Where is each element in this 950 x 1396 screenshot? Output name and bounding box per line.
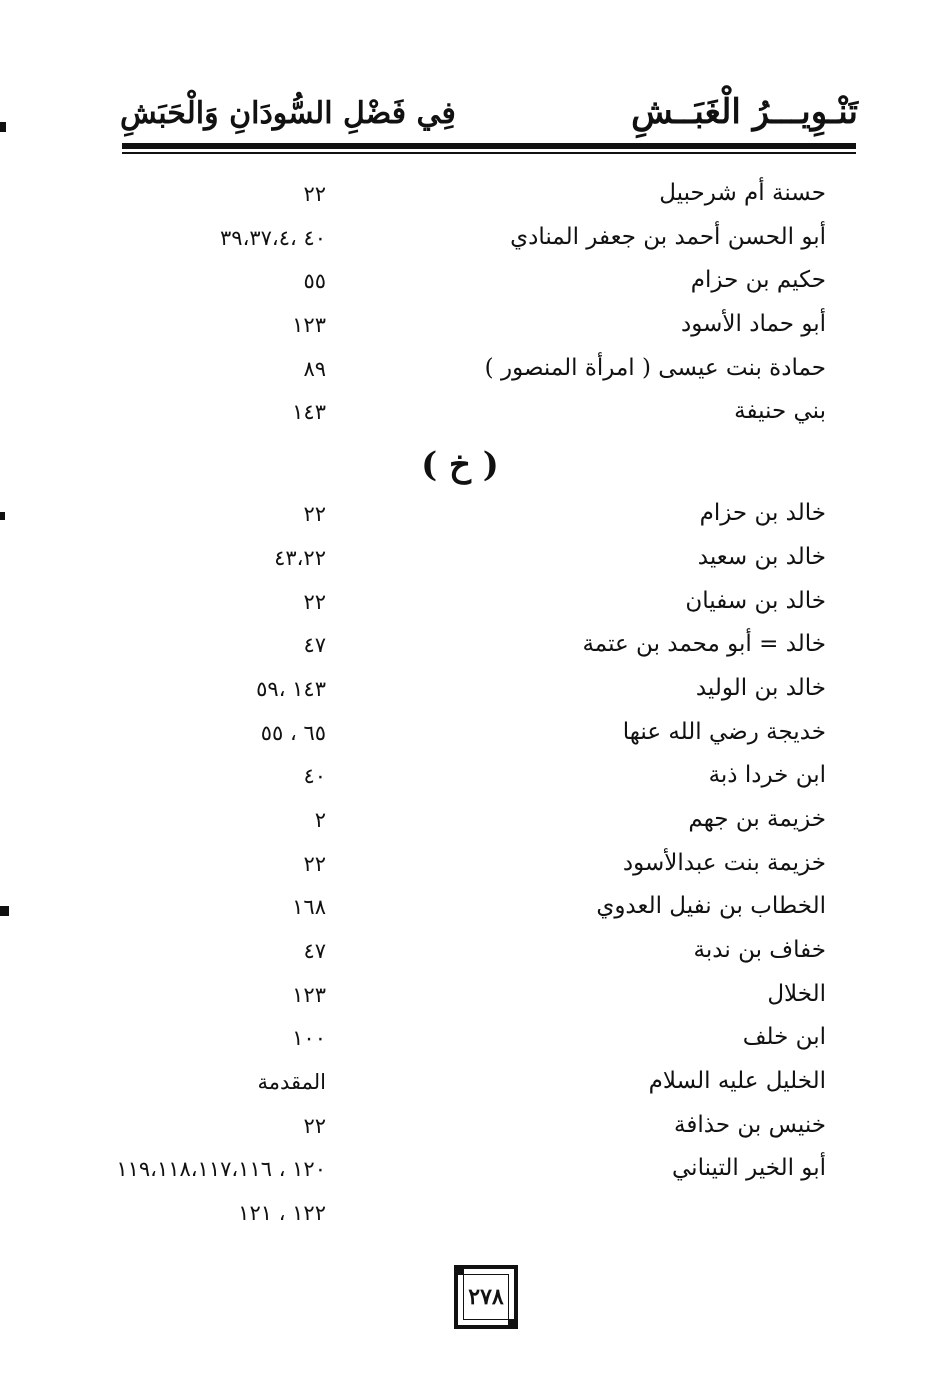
entry-name: خزيمة بنت عبدالأسود <box>622 849 826 876</box>
entry-pages: ١٦٨ <box>292 895 326 920</box>
margin-mark <box>0 122 6 132</box>
index-entry <box>120 671 830 715</box>
entry-name: خديجة رضي الله عنها <box>622 718 826 745</box>
entry-pages: ٨٩ <box>303 356 326 381</box>
index-entry <box>120 1064 830 1108</box>
entry-pages: ٤٧ <box>303 939 326 963</box>
entry-name: بني حنيفة <box>734 398 826 425</box>
index-entry <box>120 540 830 584</box>
entry-pages: ١٢٣ <box>292 313 326 338</box>
entry-name: الخطاب بن نفيل العدوي <box>596 893 826 920</box>
entry-pages: المقدمة <box>257 1070 326 1095</box>
entry-name: ابن خلف <box>742 1024 826 1051</box>
running-header <box>120 92 858 140</box>
index-entry <box>120 627 830 671</box>
entry-name: ابن خردا ذبة <box>708 762 826 789</box>
index-entry <box>120 263 830 307</box>
header-rule-thin <box>122 152 856 154</box>
page-number: ٢٧٨ <box>468 1284 504 1310</box>
index-entry <box>120 802 830 846</box>
index-entry <box>120 977 830 1021</box>
entry-name: أبو الحسن أحمد بن جعفر المنادي <box>510 223 826 250</box>
entry-pages: ٢ <box>314 807 326 832</box>
entry-name: حسنة أم شرحبيل <box>659 180 826 206</box>
index-entry <box>120 351 830 395</box>
entry-name: خنيس بن حذافة <box>674 1111 826 1138</box>
page-number-box <box>454 1265 518 1329</box>
index-entry <box>120 176 830 220</box>
entry-name: خالد بن حزام <box>699 500 826 527</box>
index-entry <box>120 584 830 628</box>
entry-name: حكيم بن حزام <box>690 267 826 294</box>
entry-name: خالد بن الوليد <box>695 674 826 701</box>
index-entry <box>120 846 830 890</box>
index-entry <box>120 933 830 977</box>
entry-pages: ١٠٠ <box>292 1026 326 1051</box>
entry-pages: ٦٥ ، ٥٥ <box>260 720 326 745</box>
margin-mark <box>0 906 9 916</box>
section-letter-heading: ( خ ) <box>421 445 499 486</box>
entry-name: خالد بن سفيان <box>685 587 826 614</box>
entry-name: الخليل عليه السلام <box>648 1068 826 1095</box>
entry-pages: ١٢٣ <box>292 982 326 1007</box>
entry-pages: ٢٢ <box>303 1113 326 1138</box>
book-subtitle: فِي فَضْلِ السُّودَانِ وَالْحَبَشِ <box>120 96 456 131</box>
index-entry <box>120 758 830 802</box>
entry-pages: ٤٠ <box>303 764 326 789</box>
entry-name: خفاف بن ندبة <box>693 937 826 963</box>
index-entry <box>120 715 830 759</box>
entry-pages: ٤٧ <box>303 633 326 658</box>
entry-pages: ١٢٢ ، ١٢١ <box>238 1201 326 1226</box>
entry-name: خالد = أبو محمد بن عتمة <box>582 631 826 658</box>
book-title: تَنْـوِيـــرُ الْغَبَــشِ <box>631 92 858 132</box>
entry-pages: ١٤٣ <box>292 400 326 425</box>
index-entry <box>120 1108 830 1152</box>
entry-pages: ٢٢ <box>303 502 326 527</box>
index-entry <box>120 889 830 933</box>
index-entry <box>116 1151 830 1195</box>
entry-pages: ٤٣،٢٢ <box>274 545 326 570</box>
entry-pages: ٢٢ <box>303 182 326 206</box>
entry-name: خزيمة بن جهم <box>688 805 826 832</box>
entry-pages: ١٢٠ ، ١١٩،١١٨،١١٧،١١٦ <box>116 1157 326 1182</box>
header-rule-thick <box>122 143 856 149</box>
index-entry <box>120 394 830 438</box>
index-entry-continuation <box>120 1195 830 1239</box>
index-entry <box>120 1020 830 1064</box>
entry-name: أبو الخير التيناني <box>672 1155 826 1182</box>
margin-mark <box>0 512 5 520</box>
entry-name: الخلال <box>767 980 826 1007</box>
entry-name: خالد بن سعيد <box>697 543 826 570</box>
entry-pages: ١٤٣ ،٥٩ <box>256 676 326 701</box>
entry-pages: ٢٢ <box>303 589 326 614</box>
index-entry <box>120 220 830 264</box>
entry-name: حمادة بنت عيسى ( امرأة المنصور ) <box>484 354 826 381</box>
entry-pages: ٤٠ ،٣٩،٣٧،٤ <box>220 225 326 250</box>
index-entries <box>116 176 830 1239</box>
index-entry <box>120 496 830 540</box>
entry-name: أبو حماد الأسود <box>681 311 826 338</box>
entry-pages: ٥٥ <box>303 269 326 294</box>
entry-pages: ٢٢ <box>303 851 326 876</box>
index-entry <box>120 307 830 351</box>
